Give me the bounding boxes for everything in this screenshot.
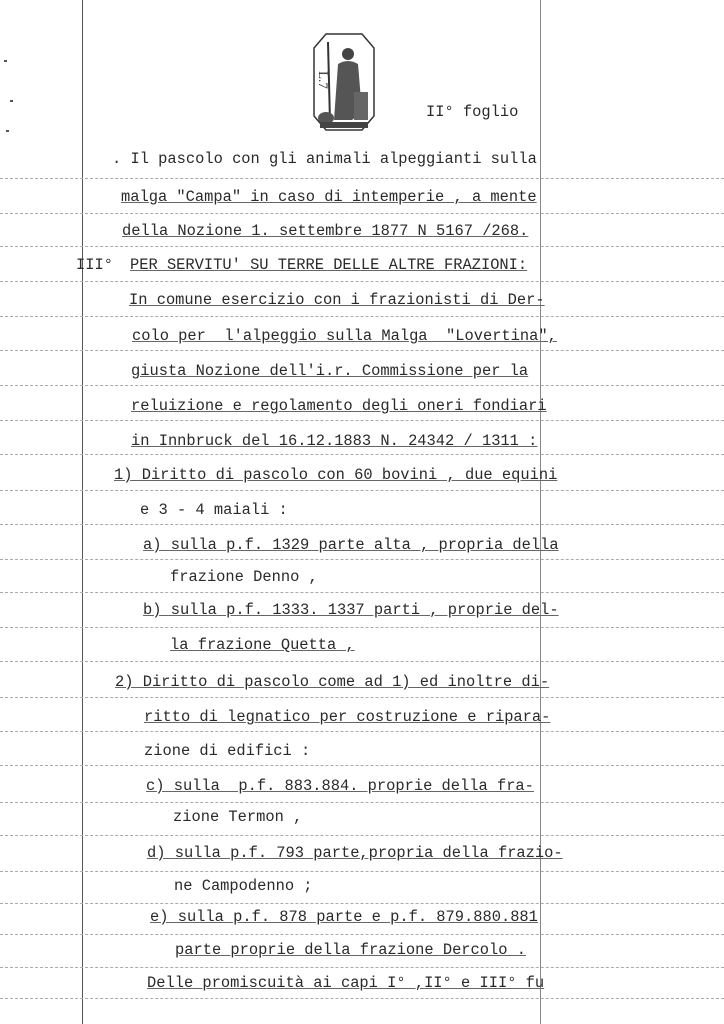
ruled-line xyxy=(0,246,724,247)
margin-mark xyxy=(6,130,9,132)
ruled-line xyxy=(0,802,724,803)
section-heading: PER SERVITU' SU TERRE DELLE ALTRE FRAZIONI: xyxy=(130,256,528,274)
ruled-line xyxy=(0,559,724,560)
margin-mark xyxy=(10,100,13,102)
text-line: b) sulla p.f. 1333. 1337 parti , proprie del- xyxy=(143,601,559,619)
text-line: Delle promiscuità ai capi I° ,II° e III° fu xyxy=(147,974,545,992)
ruled-line xyxy=(0,316,724,317)
ruled-line xyxy=(0,490,724,491)
ruled-line xyxy=(0,592,724,593)
text-line: a) sulla p.f. 1329 parte alta , propria della xyxy=(143,536,559,554)
text-line: reluizione e regolamento degli oneri fondiari xyxy=(131,397,547,415)
ruled-line xyxy=(0,385,724,386)
text-line: e 3 - 4 maiali : xyxy=(140,501,288,519)
ruled-line xyxy=(0,350,724,351)
ruled-line xyxy=(0,697,724,698)
text-line: 1) Diritto di pascolo con 60 bovini , due equini xyxy=(114,466,558,484)
sheet-number: II° foglio xyxy=(426,103,519,121)
ruled-line xyxy=(0,731,724,732)
text-line: zione Termon , xyxy=(173,808,303,826)
text-line: In comune esercizio con i frazionisti di Der- xyxy=(129,291,545,309)
ruled-line xyxy=(0,178,724,179)
text-line: zione di edifici : xyxy=(144,742,311,760)
ruled-line xyxy=(0,835,724,836)
ruled-line xyxy=(0,998,724,999)
ruled-line xyxy=(0,871,724,872)
text-line: c) sulla p.f. 883.884. proprie della fra- xyxy=(146,777,534,795)
ruled-line xyxy=(0,281,724,282)
ruled-line xyxy=(0,420,724,421)
ruled-line xyxy=(0,903,724,904)
ruled-line xyxy=(0,967,724,968)
stamp-denomination: L.7 xyxy=(315,71,331,89)
text-line: d) sulla p.f. 793 parte,propria della frazio- xyxy=(147,844,563,862)
revenue-stamp xyxy=(312,32,376,132)
ruled-line xyxy=(0,213,724,214)
text-line: ritto di legnatico per costruzione e ripara- xyxy=(144,708,551,726)
text-line: in Innbruck del 16.12.1883 N. 24342 / 1311 : xyxy=(131,432,538,450)
text-line: malga "Campa" in caso di intemperie , a mente xyxy=(121,188,537,206)
ruled-line xyxy=(0,661,724,662)
margin-mark xyxy=(4,60,7,62)
ruled-line xyxy=(0,934,724,935)
text-line: colo per l'alpeggio sulla Malga "Lovertina", xyxy=(132,327,557,345)
text-line: parte proprie della frazione Dercolo . xyxy=(175,941,526,959)
text-line: ne Campodenno ; xyxy=(174,877,313,895)
text-line: giusta Nozione dell'i.r. Commissione per la xyxy=(131,362,529,380)
ruled-line xyxy=(0,524,724,525)
text-line: e) sulla p.f. 878 parte e p.f. 879.880.881 xyxy=(150,908,538,926)
text-line: la frazione Quetta , xyxy=(170,636,355,654)
text-line: 2) Diritto di pascolo come ad 1) ed inoltre di- xyxy=(115,673,550,691)
text-line: della Nozione 1. settembre 1877 N 5167 /268. xyxy=(122,222,529,240)
text-line: frazione Denno , xyxy=(170,568,318,586)
section-number: III° xyxy=(76,256,113,274)
ruled-line xyxy=(0,454,724,455)
text-line: . Il pascolo con gli animali alpeggianti sulla xyxy=(112,150,537,168)
ruled-line xyxy=(0,627,724,628)
ruled-line xyxy=(0,765,724,766)
